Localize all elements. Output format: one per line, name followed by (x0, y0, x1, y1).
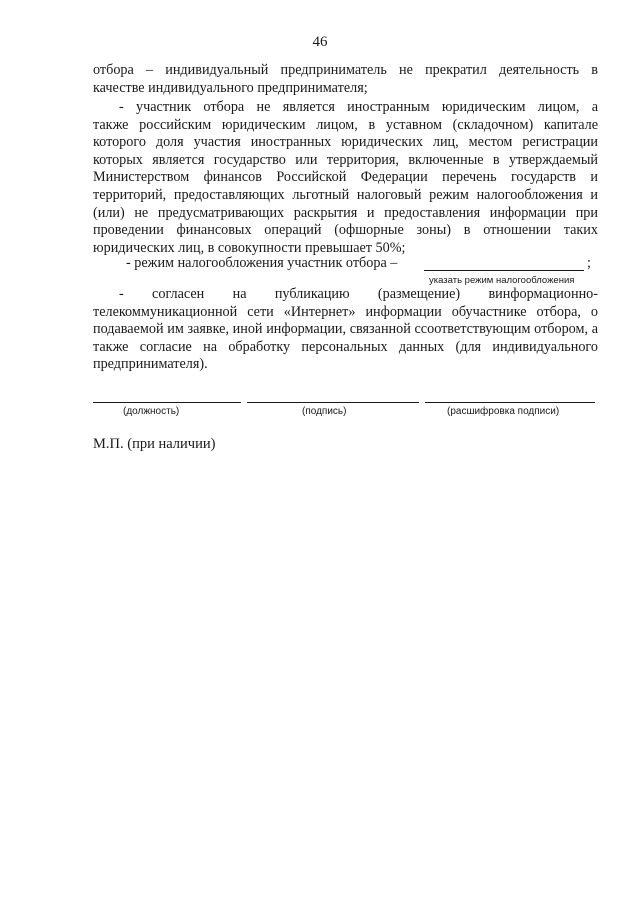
paragraph-body: телекоммуникационной сети «Интернет» информации обучастнике отбора, о подаваемой им заявке, иной информации, связанной ссоответствующим отбором, а также согласие на обработку персональных данных (для индивидуального предпринимателя). (93, 303, 598, 373)
signature-row (93, 396, 598, 426)
decode-caption: (расшифровка подписи) (447, 406, 560, 417)
paragraph-first-line: - участник отбора не является иностранным юридическим лицом, а (119, 99, 598, 115)
signature-blank-line (247, 402, 419, 403)
position-blank-line (93, 402, 241, 403)
signature-caption: (подпись) (302, 406, 347, 417)
position-caption: (должность) (123, 406, 180, 417)
tax-regime-semicolon: ; (587, 255, 591, 271)
tax-regime-hint: указать режим налогообложения (429, 275, 575, 286)
paragraph-line: отбора – индивидуальный предприниматель не прекратил деятельность в (93, 62, 598, 78)
decode-blank-line (425, 402, 595, 403)
paragraph-continuation (93, 62, 598, 97)
page-number: 46 (312, 34, 328, 50)
tax-regime-blank-field (424, 270, 584, 271)
tax-regime-label: - режим налогообложения участник отбора – (126, 255, 398, 271)
paragraph-offshore-condition (93, 99, 598, 257)
paragraph-line: качестве индивидуального предпринимателя; (93, 79, 368, 96)
stamp-note: М.П. (при наличии) (93, 436, 216, 452)
paragraph-body: также российским юридическим лицом, в уставном (складочном) капитале которого доля участия иностранных юридических лиц, местом регистрации которых является государство или территория, включенные в утверждаемый Министерством финансов Российской Федерации перечень государств и территорий, предоставляющих льготный налоговый режим налогообложения и (или) не предусматривающих раскрытия и предоставления информации при проведении финансовых операций (офшорные зоны) в отношении таких юридических лиц, в совокупности превышает 50%; (93, 116, 598, 256)
paragraph-first-line: - согласен на публикацию (размещение) винформационно- (119, 286, 598, 302)
paragraph-consent (93, 286, 598, 374)
